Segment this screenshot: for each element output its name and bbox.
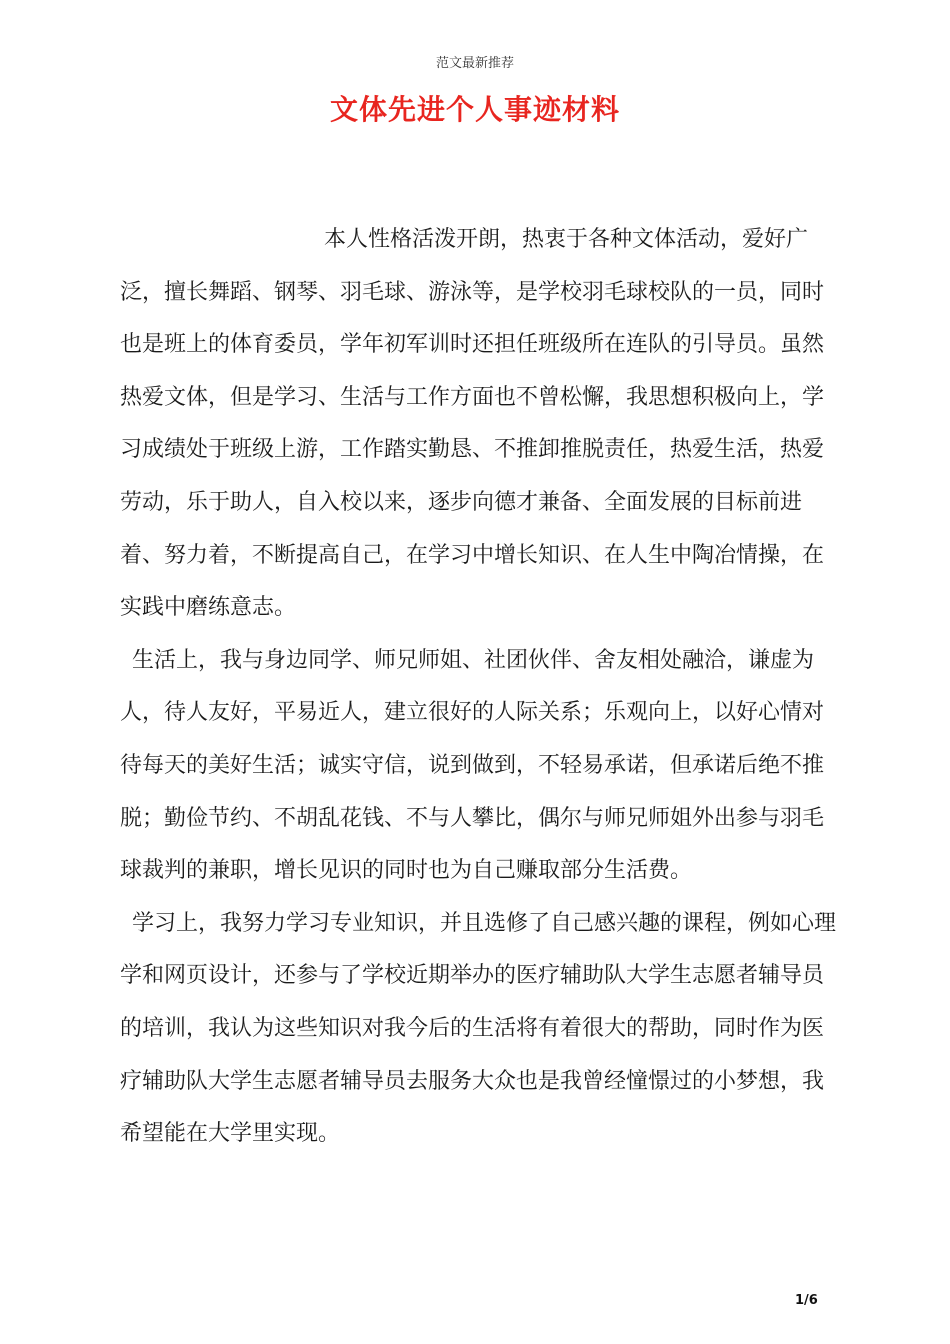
header-note: 范文最新推荐 bbox=[435, 56, 514, 71]
document-title: 文体先进个人事迹材料 bbox=[329, 93, 620, 126]
page-number: 1/6 bbox=[795, 1293, 818, 1308]
paragraph-study: 学习上，我努力学习专业知识，并且选修了自己感兴趣的课程，例如心理学和网页设计，还参与了学校近期举办的医疗辅助队大学生志愿者辅导员的培训，我认为这些知识对我今后的生活将有着很大的帮助，同时作为医疗辅助队大学生志愿者辅导员去服务大众也是我曾经憧憬过的小梦想，我希望能在大学里实现。 bbox=[120, 910, 837, 1147]
paragraph-intro: 本人性格活泼开朗，热衷于各种文体活动，爱好广泛，擅长舞蹈、钢琴、羽毛球、游泳等，是学校羽毛球校队的一员，同时也是班上的体育委员，学年初军训时还担任班级所在连队的引导员。虽然热爱文体，但是学习、生活与工作方面也不曾松懈，我思想积极向上，学习成绩处于班级上游，工作踏实勤恳、不推卸推脱责任，热爱生活，热爱劳动，乐于助人，自入校以来，逐步向德才兼备、全面发展的目标前进着、努力着，不断提高自己，在学习中增长知识、在人生中陶冶情操，在实践中磨练意志。 bbox=[120, 227, 825, 621]
paragraph-life: 生活上，我与身边同学、师兄师姐、社团伙伴、舍友相处融洽，谦虚为人，待人友好，平易近人，建立很好的人际关系；乐观向上，以好心情对待每天的美好生活；诚实守信，说到做到，不轻易承诺，但承诺后绝不推脱；勤俭节约、不胡乱花钱、不与人攀比，偶尔与师兄师姐外出参与羽毛球裁判的兼职，增长见识的同时也为自己赚取部分生活费。 bbox=[120, 647, 825, 884]
document-body bbox=[120, 214, 840, 1161]
